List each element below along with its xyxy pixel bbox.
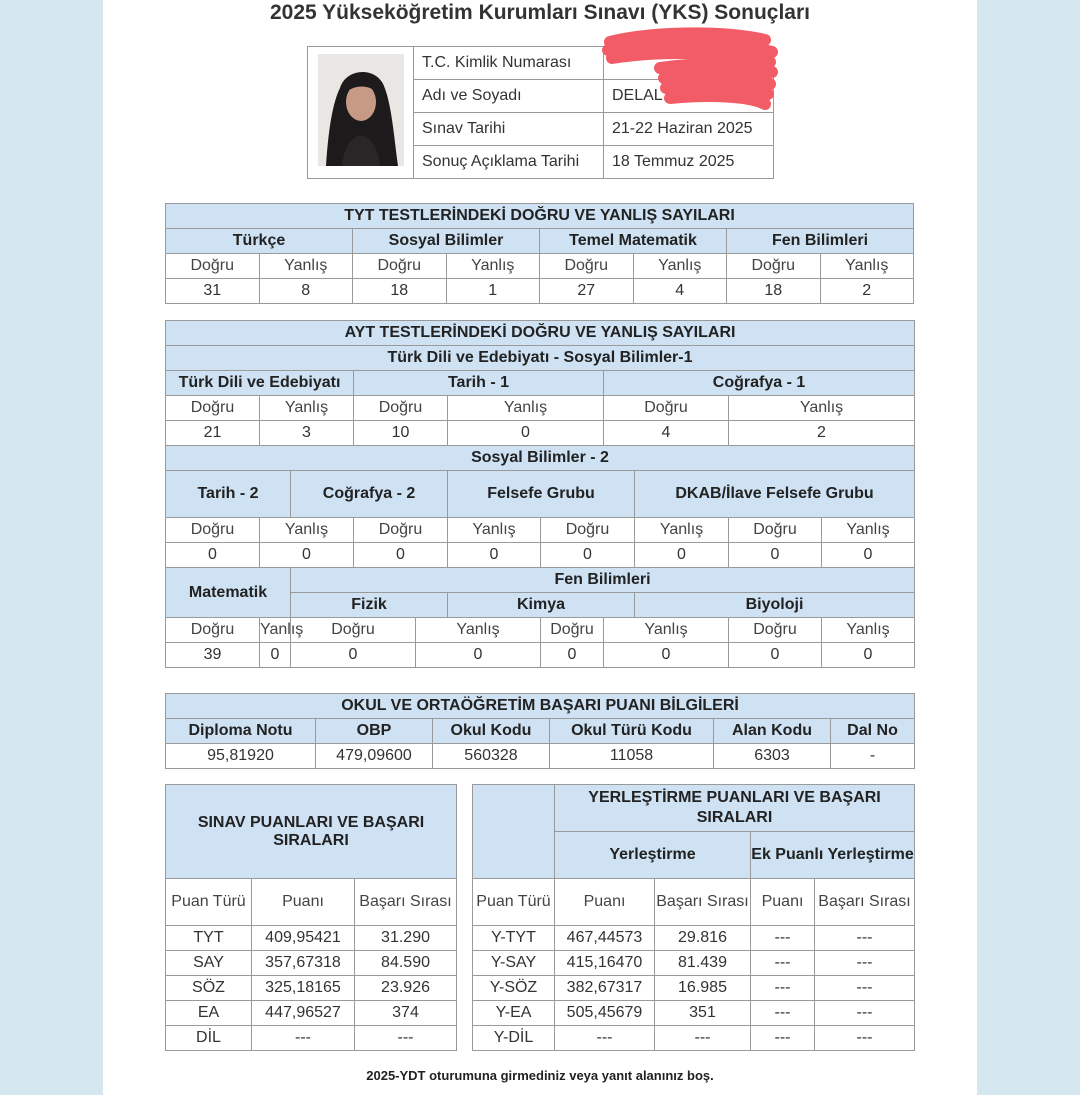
subject-header: Biyoloji [635,593,915,618]
puan-turu-cell: TYT [166,926,252,951]
dogru-label: Doğru [166,396,260,421]
yanlis-label: Yanlış [820,254,914,279]
basari-sirasi-cell: 81.439 [655,951,751,976]
subject-header: Tarih - 1 [354,371,604,396]
dogru-label: Doğru [729,518,822,543]
ek-puani-cell: --- [751,926,815,951]
puan-turu-cell: Y-SÖZ [473,976,555,1001]
puan-turu-cell: DİL [166,1026,252,1051]
puani-cell: 415,16470 [555,951,655,976]
dogru-label: Doğru [541,618,604,643]
basari-sirasi-header: Başarı Sırası [355,879,457,926]
value-cell: 39 [166,643,260,668]
basari-sirasi-cell: 29.816 [655,926,751,951]
value-cell: 0 [416,643,541,668]
ek-basari-sirasi-cell: --- [815,951,915,976]
yanlis-label: Yanlış [604,618,729,643]
subject-header: Coğrafya - 2 [291,471,448,518]
sinav-tarihi-label: Sınav Tarihi [414,113,604,146]
dogru-label: Doğru [729,618,822,643]
diploma-notu-header: Diploma Notu [166,719,316,744]
value-cell: 0 [448,421,604,446]
puani-header: Puanı [252,879,355,926]
yanlis-label: Yanlış [260,518,354,543]
table-row [473,926,915,951]
subject-header: DKAB/İlave Felsefe Grubu [635,471,915,518]
puan-turu-header: Puan Türü [473,879,555,926]
ek-basari-sirasi-cell: --- [815,926,915,951]
okul-turu-kodu-header: Okul Türü Kodu [550,719,714,744]
ek-puani-header: Puanı [751,879,815,926]
dogru-label: Doğru [166,254,260,279]
yanlis-label: Yanlış [260,396,354,421]
basari-sirasi-cell: 23.926 [355,976,457,1001]
yanlis-label: Yanlış [822,518,915,543]
subject-header: Kimya [448,593,635,618]
obp-header: OBP [316,719,433,744]
ad-soyad-value: DELAL [604,80,774,113]
yanlis-label: Yanlış [633,254,727,279]
puan-turu-header: Puan Türü [166,879,252,926]
basari-sirasi-cell: --- [655,1026,751,1051]
value-cell: 3 [260,421,354,446]
table-row [166,976,457,1001]
page-title: 2025 Yükseköğretim Kurumları Sınavı (YKS) Sonuçları [270,1,810,24]
yanlis-label: Yanlış [448,396,604,421]
value-cell: 4 [633,279,727,304]
redaction-scribble [600,28,780,112]
ek-basari-sirasi-header: Başarı Sırası [815,879,915,926]
yerlestirme-sub-header: Yerleştirme [555,832,751,879]
ayt-group2-title: Sosyal Bilimler - 2 [166,446,915,471]
table-row [473,951,915,976]
table-row [166,951,457,976]
sinav-puanlari-title: SINAV PUANLARI VE BAŞARI SIRALARI [166,785,457,879]
matematik-header: Matematik [166,568,291,618]
value-cell: 0 [354,543,448,568]
value-cell: 0 [729,543,822,568]
value-cell: 18 [727,279,821,304]
puan-turu-cell: EA [166,1001,252,1026]
okul-turu-kodu-value: 11058 [550,744,714,769]
yanlis-label: Yanlış [416,618,541,643]
ek-puanli-header: Ek Puanlı Yerleştirme [751,832,915,879]
yerlestirme-corner [473,785,555,879]
puani-cell: 467,44573 [555,926,655,951]
tyt-title: TYT TESTLERİNDEKİ DOĞRU VE YANLIŞ SAYILARI [166,204,914,229]
dogru-label: Doğru [166,518,260,543]
dogru-label: Doğru [291,618,416,643]
subject-header: Tarih - 2 [166,471,291,518]
value-cell: 0 [822,643,915,668]
value-cell: 0 [291,643,416,668]
yerlestirme-title: YERLEŞTİRME PUANLARI VE BAŞARI SIRALARI [555,785,915,832]
table-row [473,1001,915,1026]
ayt-table [165,320,915,668]
subject-header: Türkçe [166,229,353,254]
puani-cell: 505,45679 [555,1001,655,1026]
subject-header: Temel Matematik [540,229,727,254]
table-row [166,1026,457,1051]
yanlis-label: Yanlış [259,254,353,279]
value-cell: 0 [260,543,354,568]
okul-kodu-header: Okul Kodu [433,719,550,744]
dogru-label: Doğru [604,396,729,421]
puani-cell: 325,18165 [252,976,355,1001]
basari-sirasi-cell: 31.290 [355,926,457,951]
alan-kodu-header: Alan Kodu [714,719,831,744]
sonuc-tarihi-value: 18 Temmuz 2025 [604,146,774,179]
puan-turu-cell: Y-EA [473,1001,555,1026]
table-row [473,1026,915,1051]
subject-header: Türk Dili ve Edebiyatı [166,371,354,396]
puan-turu-cell: SAY [166,951,252,976]
puani-cell: 409,95421 [252,926,355,951]
subject-header: Fizik [291,593,448,618]
value-cell: 2 [729,421,915,446]
value-cell: 0 [541,543,635,568]
obp-value: 479,09600 [316,744,433,769]
ek-puani-cell: --- [751,1001,815,1026]
subject-header: Coğrafya - 1 [604,371,915,396]
puani-cell: --- [555,1026,655,1051]
basari-sirasi-cell: 84.590 [355,951,457,976]
value-cell: 0 [260,643,291,668]
yanlis-label: Yanlış [448,518,541,543]
yanlis-label: Yanlış [635,518,729,543]
puan-turu-cell: Y-DİL [473,1026,555,1051]
ek-basari-sirasi-cell: --- [815,1026,915,1051]
dogru-label: Doğru [727,254,821,279]
value-cell: 0 [166,543,260,568]
dogru-label: Doğru [354,518,448,543]
candidate-photo [308,47,414,179]
diploma-notu-value: 95,81920 [166,744,316,769]
avatar [318,54,404,166]
okul-table [165,693,915,769]
table-row [166,926,457,951]
table-row [166,1001,457,1026]
value-cell: 21 [166,421,260,446]
basari-sirasi-cell: --- [355,1026,457,1051]
tc-kimlik-label: T.C. Kimlik Numarası [414,47,604,80]
yanlis-label: Yanlış [822,618,915,643]
yerlestirme-table [472,784,915,1051]
dogru-label: Doğru [354,396,448,421]
okul-title: OKUL VE ORTAÖĞRETİM BAŞARI PUANI BİLGİLERİ [166,694,915,719]
dogru-label: Doğru [166,618,260,643]
yanlis-label: Yanlış [446,254,540,279]
dogru-label: Doğru [541,518,635,543]
value-cell: 31 [166,279,260,304]
value-cell: 0 [541,643,604,668]
value-cell: 0 [635,543,729,568]
value-cell: 2 [820,279,914,304]
alan-kodu-value: 6303 [714,744,831,769]
value-cell: 1 [446,279,540,304]
puani-cell: 357,67318 [252,951,355,976]
subject-header: Sosyal Bilimler [353,229,540,254]
yanlis-label: Yanlış [729,396,915,421]
puan-turu-cell: Y-TYT [473,926,555,951]
value-cell: 8 [259,279,353,304]
dal-no-header: Dal No [831,719,915,744]
ek-puani-cell: --- [751,951,815,976]
puani-cell: 382,67317 [555,976,655,1001]
dogru-label: Doğru [353,254,447,279]
yanlis-label: Yanlış [260,618,291,643]
value-cell: 0 [604,643,729,668]
basari-sirasi-header: Başarı Sırası [655,879,751,926]
puani-cell: 447,96527 [252,1001,355,1026]
puani-header: Puanı [555,879,655,926]
subject-header: Fen Bilimleri [727,229,914,254]
sonuc-tarihi-label: Sonuç Açıklama Tarihi [414,146,604,179]
value-cell: 27 [540,279,634,304]
value-cell: 0 [729,643,822,668]
value-cell: 0 [448,543,541,568]
subject-header: Felsefe Grubu [448,471,635,518]
value-cell: 0 [822,543,915,568]
value-cell: 4 [604,421,729,446]
ad-soyad-label: Adı ve Soyadı [414,80,604,113]
value-cell: 18 [353,279,447,304]
puan-turu-cell: Y-SAY [473,951,555,976]
ydt-note: 2025-YDT oturumuna girmediniz veya yanıt alanınız boş. [366,1068,714,1083]
ayt-title: AYT TESTLERİNDEKİ DOĞRU VE YANLIŞ SAYILARI [166,321,915,346]
fen-bilimleri-header: Fen Bilimleri [291,568,915,593]
ek-puani-cell: --- [751,1026,815,1051]
basari-sirasi-cell: 351 [655,1001,751,1026]
ayt-group1-title: Türk Dili ve Edebiyatı - Sosyal Bilimler-1 [166,346,915,371]
ek-basari-sirasi-cell: --- [815,976,915,1001]
ek-puani-cell: --- [751,976,815,1001]
basari-sirasi-cell: 16.985 [655,976,751,1001]
sinav-puanlari-table [165,784,457,1051]
value-cell: 10 [354,421,448,446]
tyt-table [165,203,914,304]
dal-no-value: - [831,744,915,769]
dogru-label: Doğru [540,254,634,279]
okul-kodu-value: 560328 [433,744,550,769]
sinav-tarihi-value: 21-22 Haziran 2025 [604,113,774,146]
basari-sirasi-cell: 374 [355,1001,457,1026]
ek-basari-sirasi-cell: --- [815,1001,915,1026]
table-row [473,976,915,1001]
puani-cell: --- [252,1026,355,1051]
puan-turu-cell: SÖZ [166,976,252,1001]
